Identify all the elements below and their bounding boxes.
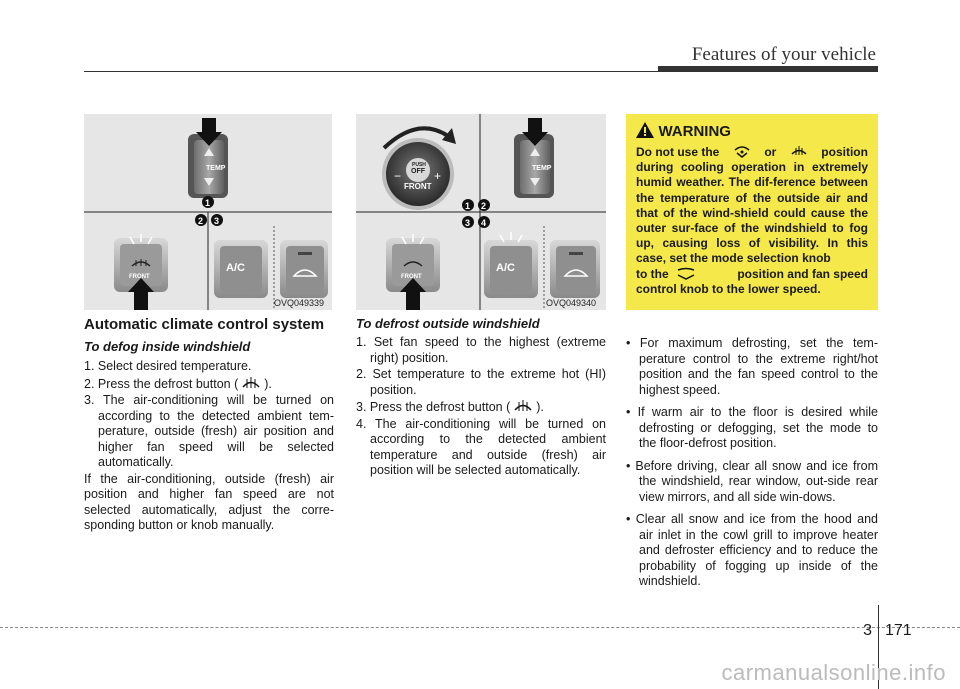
warning-last-a: to the [636, 266, 669, 281]
warning-line-1 [636, 145, 868, 160]
tip-item: • Before driving, clear all snow and ice from the windshield, rear window, out-side rear view mirrors, and all side win-dows. [626, 458, 878, 504]
warning-line-last [636, 267, 868, 282]
subheading-defrost: To defrost outside windshield [356, 316, 540, 331]
warning-triangle-icon [636, 122, 654, 138]
defrost-icon [512, 399, 534, 414]
marker-4: 4 [481, 218, 487, 228]
warning-line-end: control knob to the lower speed. [636, 281, 821, 296]
marker-2: 2 [481, 201, 487, 211]
figure-code: OVQ049340 [546, 298, 597, 308]
warning-body: during cooling operation in extremely humid weather. The dif-ference between the temperature of the outside air and that of the wind-shield could cause the outer sur-face of the windshield to fog up, causing loss of visibility. In this case, set the mode selection knob [636, 160, 868, 266]
watermark: carmanualsonline.info [721, 660, 946, 685]
defrost-step-1: 1. Set fan speed to the highest (extreme right) position. [356, 335, 606, 365]
ac-label: A/C [496, 262, 515, 274]
section-defog [84, 316, 334, 534]
warning-line1-c: position [821, 145, 868, 159]
temp-label: TEMP [206, 165, 226, 172]
marker-1: 1 [465, 201, 471, 211]
svg-text:+: + [434, 169, 442, 183]
section-defrost [356, 316, 606, 480]
tip-item: • For maximum defrosting, set the tem-perature control to the extreme right/hot position and the fan speed control to the highest speed. [626, 336, 878, 397]
knob-push-label: PUSH [412, 162, 426, 168]
marker-3: 3 [465, 218, 471, 228]
header-rule [84, 71, 878, 72]
defrost-icon [790, 145, 808, 159]
tip-item: • If warm air to the floor is desired while defrosting or defogging, set the mode to the floor-defrost position. [626, 405, 878, 450]
floor-mode-icon [675, 267, 697, 281]
marker-3: 3 [214, 216, 220, 226]
defog-controls-illustration [84, 114, 332, 310]
footer-rule [0, 627, 960, 628]
figure-defog-controls [84, 114, 332, 310]
defrost-step-3-text: 3. Press the defrost button ( [356, 400, 511, 414]
figure-code: OVQ049339 [274, 298, 325, 308]
front-label: FRONT [401, 274, 422, 280]
defrost-step-3-suffix: ). [536, 400, 544, 414]
defog-step-2-suffix: ). [264, 376, 272, 391]
temp-label: TEMP [532, 165, 552, 172]
floor-defrost-icon [733, 145, 751, 159]
warning-title: WARNING [658, 123, 731, 140]
defrost-controls-illustration [356, 114, 606, 310]
marker-2: 2 [198, 216, 204, 226]
tips-list [626, 336, 878, 590]
warning-last-b: position and fan speed [737, 266, 868, 281]
knob-off-label: OFF [411, 168, 425, 175]
subheading-defog: To defog inside windshield [84, 339, 251, 354]
warning-line1-b: or [764, 145, 777, 159]
defog-step-2 [84, 376, 334, 393]
knob-front-label: FRONT [404, 182, 432, 191]
marker-1: 1 [205, 198, 211, 208]
front-label: FRONT [129, 274, 150, 280]
defrost-step-4: 4. The air-conditioning will be turned on according to the detected ambient temperature and outside (fresh) air position will be selected automatically. [356, 416, 606, 477]
defrost-step-2: 2. Set temperature to the extreme hot (HI) position. [356, 367, 606, 397]
ac-label: A/C [226, 262, 245, 274]
defog-note: If the air-conditioning, outside (fresh) air position and higher fan speed are not selected automatically, adjust the corre-sponding button or knob manually. [84, 471, 334, 532]
running-header: Features of your vehicle [691, 44, 876, 65]
chapter-number: 3 [863, 622, 872, 639]
defrost-icon [240, 376, 262, 391]
warning-header [636, 122, 866, 141]
defrost-step-3 [356, 399, 606, 416]
defrost-tips [626, 336, 878, 597]
warning-line1-a: Do not use the [636, 145, 720, 159]
warning-box [626, 114, 878, 310]
defog-steps [84, 359, 334, 471]
defog-step-1: 1. Select desired temperature. [84, 359, 252, 373]
svg-text:−: − [394, 169, 402, 183]
defog-step-2-text: 2. Press the defrost button ( [84, 376, 239, 391]
defrost-steps [356, 335, 606, 479]
section-heading: Automatic climate control system [84, 316, 325, 333]
page-number: 171 [885, 622, 912, 639]
tip-item: • Clear all snow and ice from the hood and air inlet in the cowl grill to improve heater and defroster efficiency and to reduce the probability of fogging up inside of the windshield. [626, 512, 878, 588]
defog-step-3: 3. The air-conditioning will be turned on according to the detected ambient tem-perature, outside (fresh) air position and higher fan speed will be selected automatically. [84, 393, 334, 469]
figure-defrost-controls [356, 114, 606, 310]
warning-text [636, 145, 868, 297]
